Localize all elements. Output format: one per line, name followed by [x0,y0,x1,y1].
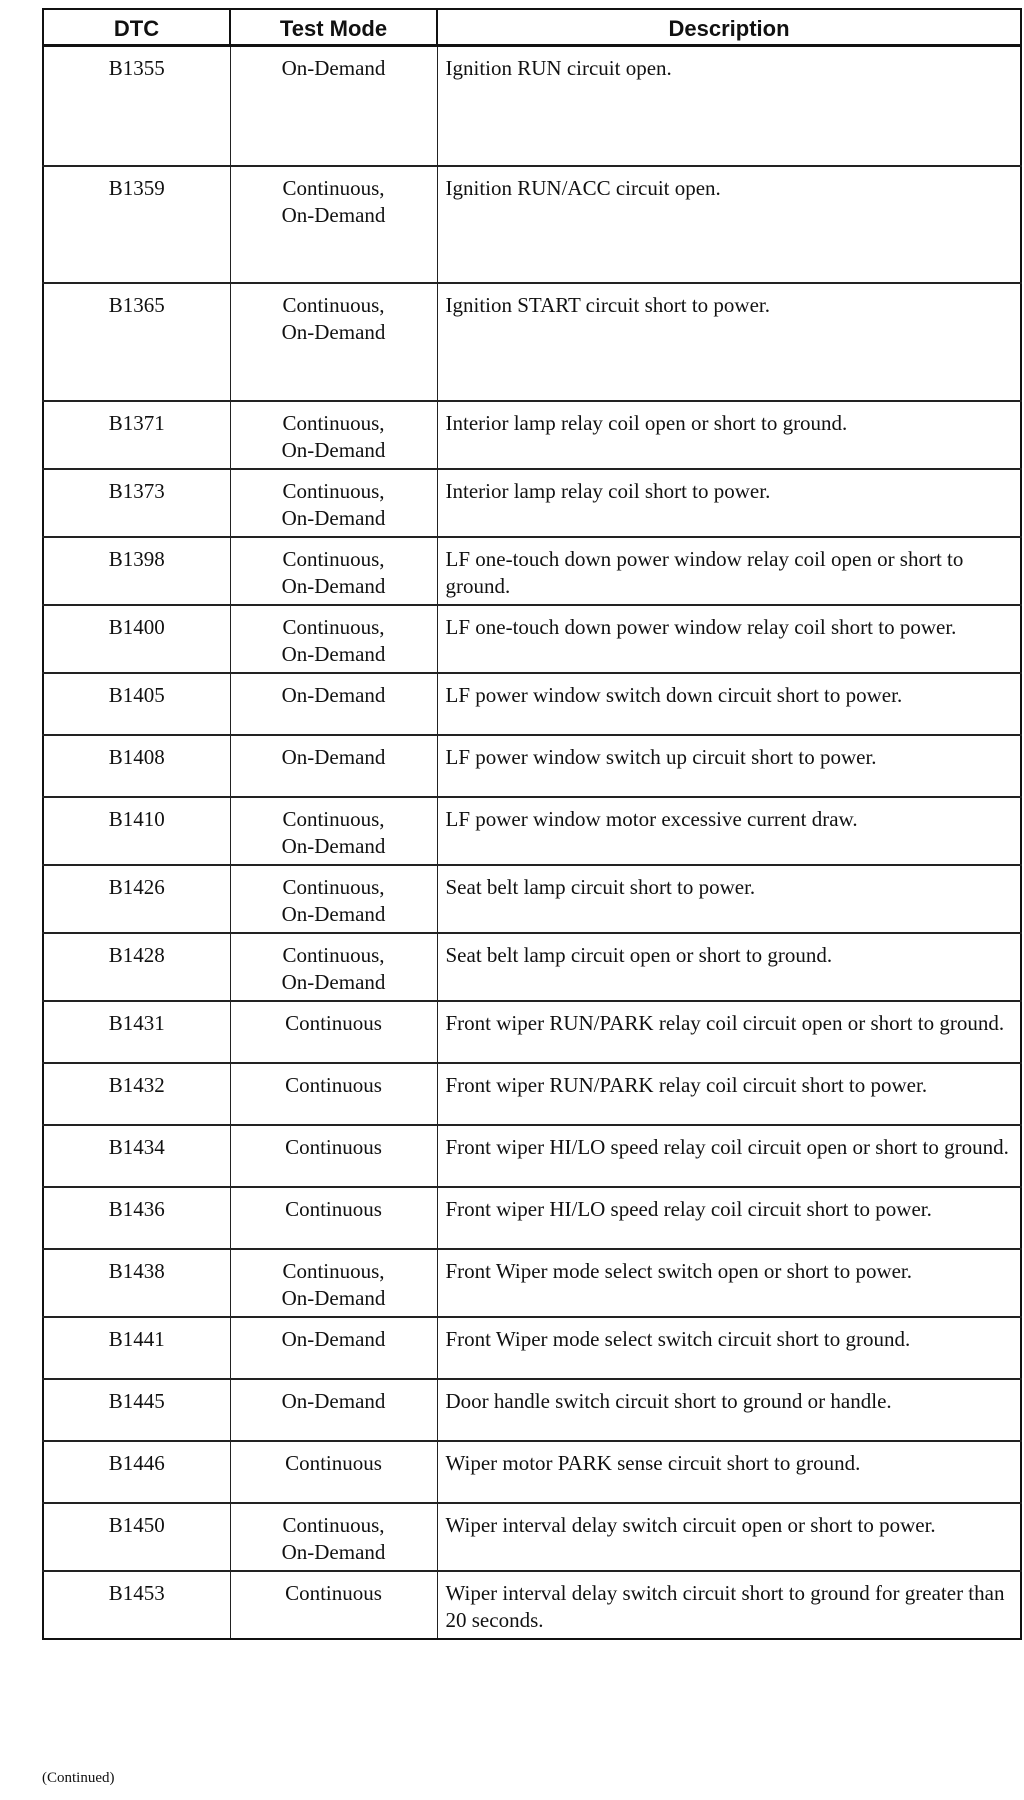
header-description: Description [437,9,1021,46]
description-cell: Seat belt lamp circuit short to power. [437,865,1021,933]
test-mode-line-1: On-Demand [281,744,386,769]
description-cell: Ignition RUN circuit open. [437,46,1021,166]
table-row [43,1063,1021,1125]
header-dtc: DTC [43,9,230,46]
dtc-code: B1431 [43,1001,230,1063]
table-row [43,673,1021,735]
dtc-code: B1355 [43,46,230,166]
description-cell: Front wiper RUN/PARK relay coil circuit short to power. [437,1063,1021,1125]
test-mode-line-1: Continuous, [282,1258,385,1283]
table-row [43,865,1021,933]
test-mode-cell [230,1503,437,1571]
test-mode-line-2: On-Demand [281,573,386,598]
test-mode-cell [230,673,437,735]
test-mode-cell [230,1187,437,1249]
dtc-code: B1450 [43,1503,230,1571]
test-mode-line-1: On-Demand [281,682,386,707]
table-row [43,401,1021,469]
test-mode-line-2: On-Demand [281,833,386,858]
test-mode-cell [230,1249,437,1317]
test-mode-cell [230,537,437,605]
description-cell: LF one-touch down power window relay coil open or short to ground. [437,537,1021,605]
test-mode-cell [230,1571,437,1639]
test-mode-line-1: Continuous [285,1134,382,1159]
dtc-code: B1432 [43,1063,230,1125]
table-row [43,735,1021,797]
description-cell: Front Wiper mode select switch open or short to power. [437,1249,1021,1317]
description-cell: LF power window switch down circuit short to power. [437,673,1021,735]
test-mode-line-1: Continuous, [282,410,385,435]
test-mode-line-1: On-Demand [281,1326,386,1351]
test-mode-line-2: On-Demand [281,437,386,462]
test-mode-line-1: Continuous, [282,614,385,639]
test-mode-line-1: Continuous, [282,546,385,571]
test-mode-line-2: On-Demand [281,319,386,344]
table-row [43,283,1021,401]
description-cell: Door handle switch circuit short to ground or handle. [437,1379,1021,1441]
dtc-code: B1408 [43,735,230,797]
dtc-code: B1405 [43,673,230,735]
test-mode-line-2: On-Demand [281,505,386,530]
description-cell: Front wiper RUN/PARK relay coil circuit open or short to ground. [437,1001,1021,1063]
test-mode-line-2: On-Demand [281,202,386,227]
description-cell: Wiper interval delay switch circuit open or short to power. [437,1503,1021,1571]
dtc-code: B1445 [43,1379,230,1441]
test-mode-line-2: On-Demand [281,1539,386,1564]
table-body [43,46,1021,1639]
description-cell: LF power window switch up circuit short to power. [437,735,1021,797]
dtc-code: B1434 [43,1125,230,1187]
test-mode-line-1: Continuous [285,1450,382,1475]
table-row [43,469,1021,537]
description-cell: LF power window motor excessive current draw. [437,797,1021,865]
table-row [43,1571,1021,1639]
dtc-code: B1359 [43,166,230,283]
dtc-code: B1410 [43,797,230,865]
test-mode-cell [230,865,437,933]
table-row [43,1001,1021,1063]
table-row [43,1249,1021,1317]
table-row [43,166,1021,283]
description-cell: Front wiper HI/LO speed relay coil circuit short to power. [437,1187,1021,1249]
description-cell: Front Wiper mode select switch circuit short to ground. [437,1317,1021,1379]
test-mode-cell [230,1063,437,1125]
test-mode-line-1: Continuous, [282,942,385,967]
description-cell: Wiper interval delay switch circuit short to ground for greater than 20 seconds. [437,1571,1021,1639]
table-row [43,46,1021,166]
dtc-code: B1400 [43,605,230,673]
dtc-code: B1441 [43,1317,230,1379]
test-mode-cell [230,1441,437,1503]
test-mode-line-1: Continuous [285,1072,382,1097]
dtc-code: B1398 [43,537,230,605]
continued-note: (Continued) [42,1770,115,1786]
table-row [43,933,1021,1001]
test-mode-line-1: Continuous, [282,1512,385,1537]
test-mode-line-1: Continuous [285,1580,382,1605]
table-row [43,1441,1021,1503]
table-row [43,1503,1021,1571]
dtc-code: B1373 [43,469,230,537]
table-row [43,1317,1021,1379]
test-mode-line-1: Continuous [285,1010,382,1035]
table-row [43,1379,1021,1441]
dtc-code: B1426 [43,865,230,933]
test-mode-cell [230,797,437,865]
dtc-code: B1453 [43,1571,230,1639]
table-header [43,9,1021,46]
description-cell: Seat belt lamp circuit open or short to ground. [437,933,1021,1001]
test-mode-line-2: On-Demand [281,641,386,666]
test-mode-cell [230,1125,437,1187]
dtc-code: B1428 [43,933,230,1001]
table-row [43,537,1021,605]
test-mode-cell [230,166,437,283]
test-mode-cell [230,469,437,537]
test-mode-line-1: Continuous, [282,874,385,899]
test-mode-line-1: Continuous [285,1196,382,1221]
test-mode-cell [230,1379,437,1441]
test-mode-cell [230,401,437,469]
table-row [43,1125,1021,1187]
document-page [42,8,1020,1640]
test-mode-cell [230,283,437,401]
dtc-table [42,8,1022,1640]
description-cell: Front wiper HI/LO speed relay coil circuit open or short to ground. [437,1125,1021,1187]
test-mode-line-1: Continuous, [282,478,385,503]
dtc-code: B1371 [43,401,230,469]
description-cell: Wiper motor PARK sense circuit short to ground. [437,1441,1021,1503]
header-test-mode: Test Mode [230,9,437,46]
dtc-code: B1365 [43,283,230,401]
test-mode-cell [230,735,437,797]
dtc-code: B1446 [43,1441,230,1503]
test-mode-cell [230,1001,437,1063]
description-cell: Interior lamp relay coil open or short to ground. [437,401,1021,469]
test-mode-cell [230,1317,437,1379]
description-cell: Interior lamp relay coil short to power. [437,469,1021,537]
test-mode-cell [230,46,437,166]
test-mode-line-1: On-Demand [281,56,386,80]
description-cell: LF one-touch down power window relay coil short to power. [437,605,1021,673]
table-row [43,1187,1021,1249]
test-mode-line-1: Continuous, [282,292,385,317]
test-mode-line-2: On-Demand [281,901,386,926]
dtc-code: B1436 [43,1187,230,1249]
test-mode-line-1: On-Demand [281,1388,386,1413]
table-row [43,797,1021,865]
test-mode-line-2: On-Demand [281,969,386,994]
table-row [43,605,1021,673]
test-mode-line-1: Continuous, [282,175,385,200]
description-cell: Ignition START circuit short to power. [437,283,1021,401]
test-mode-line-1: Continuous, [282,806,385,831]
test-mode-cell [230,605,437,673]
dtc-code: B1438 [43,1249,230,1317]
description-cell: Ignition RUN/ACC circuit open. [437,166,1021,283]
test-mode-cell [230,933,437,1001]
test-mode-line-2: On-Demand [281,1285,386,1310]
